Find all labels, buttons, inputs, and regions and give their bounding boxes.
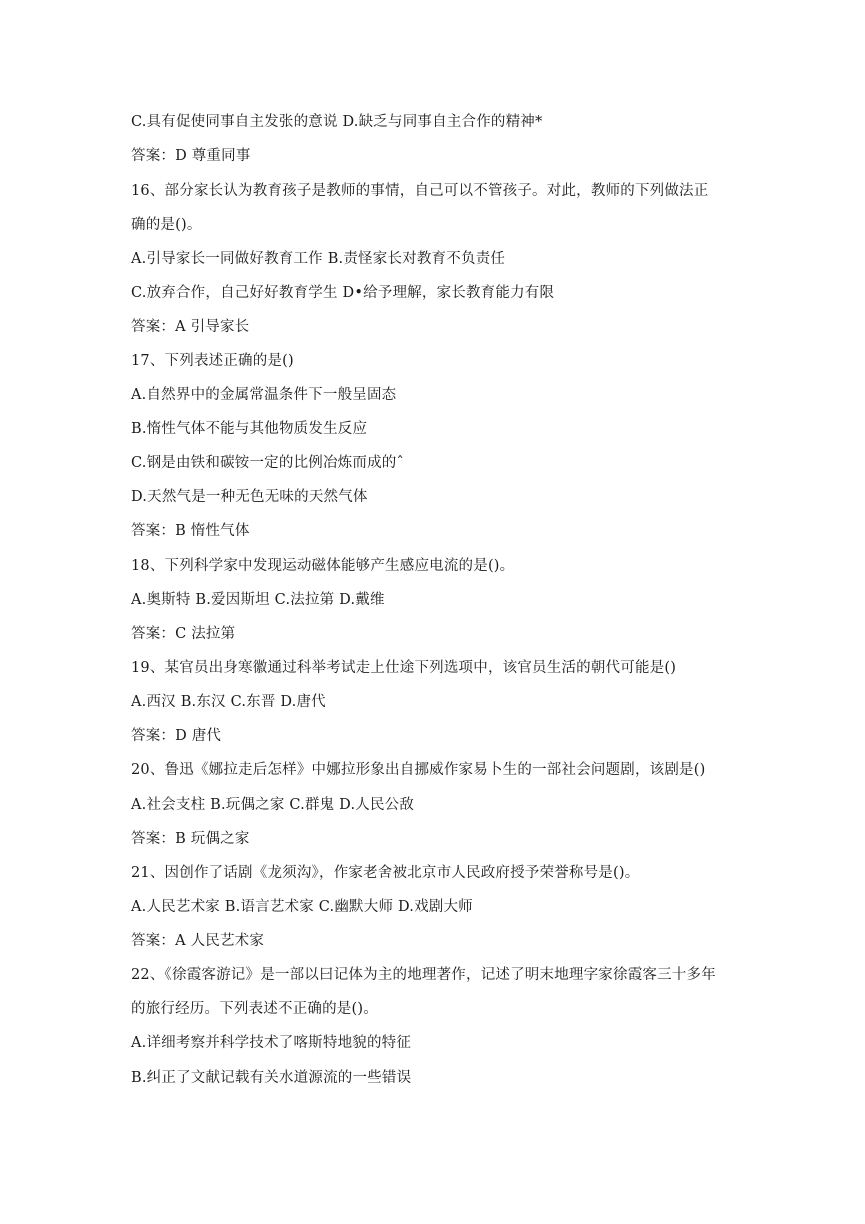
text-line: C.具有促使同事自主发张的意说 D.缺乏与同事自主合作的精神*: [131, 114, 543, 130]
option-line: D.天然气是一种无色无味的天然气体: [131, 489, 368, 505]
answer-line: 答案：D 唐代: [131, 728, 222, 744]
answer-line: 答案：A 人民艺术家: [131, 933, 265, 949]
answer-line: 答案：B 惰性气体: [131, 523, 250, 539]
answer-line: 答案：A 引导家长: [131, 319, 250, 335]
option-line: A.详细考察并科学技术了喀斯特地貌的特征: [131, 1035, 412, 1051]
option-line: B.惰性气体不能与其他物质发生反应: [131, 421, 368, 437]
option-line: A.自然界中的金属常温条件下一般呈固态: [131, 387, 397, 403]
option-line: A.引导家长一同做好教育工作 B.责怪家长对教育不负责任: [131, 251, 506, 267]
option-line: A.奥斯特 B.爱因斯坦 C.法拉第 D.戴维: [131, 592, 385, 608]
question-line: 17、下列表述正确的是(): [131, 353, 294, 369]
question-line: 20、鲁迅《娜拉走后怎样》中娜拉形象出自挪威作家易卜生的一部社会问题剧，该剧是(): [131, 762, 706, 778]
question-line: 18、下列科学家中发现运动磁体能够产生感应电流的是()。: [131, 558, 515, 574]
answer-line: 答案：B 玩偶之家: [131, 831, 250, 847]
question-line: 确的是()。: [131, 217, 202, 233]
option-line: B.纠正了文献记载有关水道源流的一些错误: [131, 1070, 412, 1086]
question-line: 21、因创作了话剧《龙须沟》，作家老舍被北京市人民政府授予荣誉称号是()。: [131, 865, 640, 881]
answer-line: 答案：C 法拉第: [131, 626, 236, 642]
option-line: A.社会支柱 B.玩偶之家 C.群鬼 D.人民公敌: [131, 797, 415, 813]
question-line: 19、某官员出身寒徽通过科举考试走上仕途下列选项中，该官员生活的朝代可能是(): [131, 660, 677, 676]
option-line: A.人民艺术家 B.语言艺术家 C.幽默大师 D.戏剧大师: [131, 899, 473, 915]
question-line: 的旅行经历。下列表述不正确的是()。: [131, 1001, 378, 1017]
option-line: C.钢是由铁和碳铵一定的比例冶炼而成的ˆ: [131, 455, 404, 471]
option-line: A.西汉 B.东汉 C.东晋 D.唐代: [131, 694, 326, 710]
question-line: 22、《徐霞客游记》是一部以曰记体为主的地理著作，记述了明末地理字家徐霞客三十多年: [131, 967, 716, 983]
question-line: 16、部分家长认为教育孩子是教师的事情，自己可以不管孩子。对此，教师的下列做法正: [131, 183, 709, 199]
answer-line: 答案：D 尊重同事: [131, 148, 251, 164]
option-line: C.放弃合作，自己好好教育学生 D•给予理解，家长教育能力有限: [131, 285, 555, 301]
